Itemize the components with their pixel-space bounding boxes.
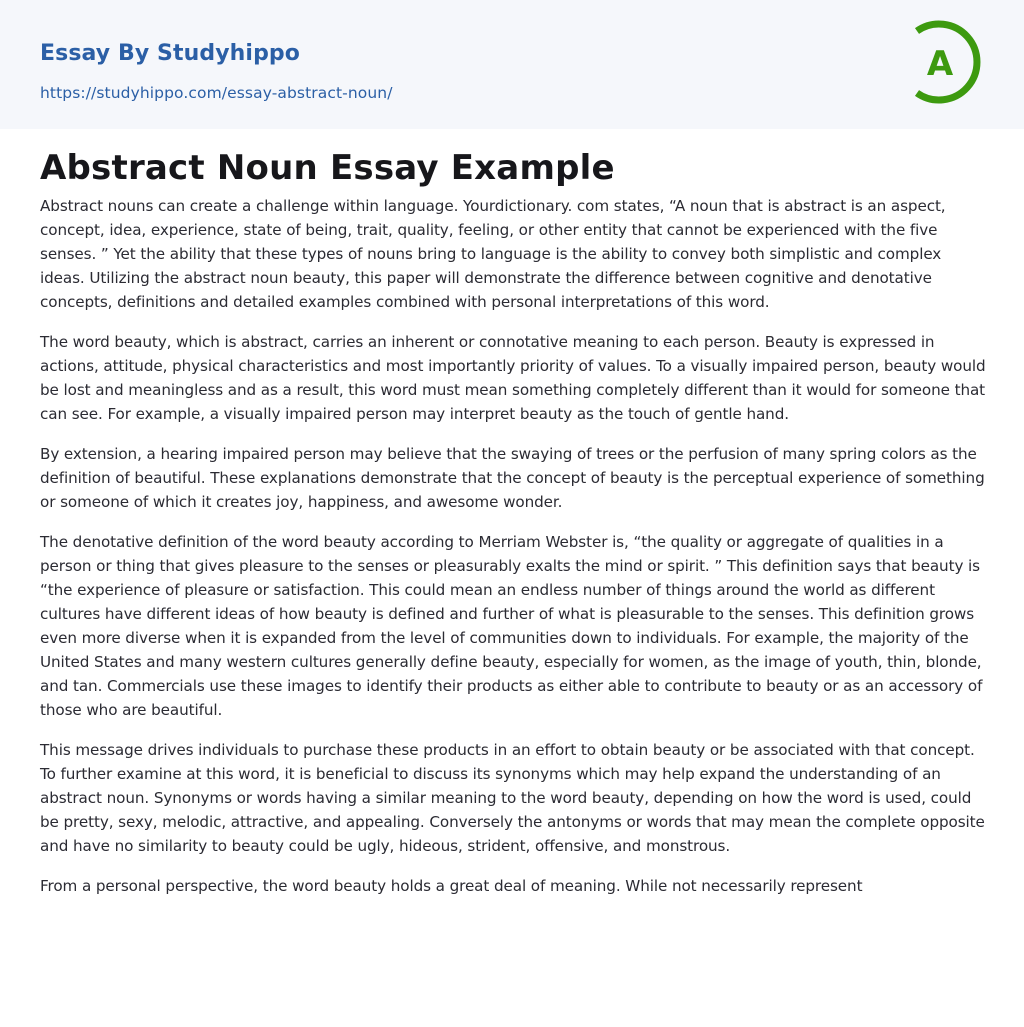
essay-url-link[interactable]: https://studyhippo.com/essay-abstract-noun/: [40, 84, 393, 102]
essay-paragraph: The word beauty, which is abstract, carries an inherent or connotative meaning to each person. Beauty is expressed in actions, attitude, physical characteristics and most importantly priority of values. To a visually impaired person, beauty would be lost and meaningless and as a result, this word must mean something completely different than it would for someone that can see. For example, a visually impaired person may interpret beauty as the touch of gentle hand.: [40, 333, 986, 423]
essay-paragraph: Abstract nouns can create a challenge within language. Yourdictionary. com states, “A noun that is abstract is an aspect, concept, idea, experience, state of being, trait, quality, feeling, or other entity that cannot be experienced with the five senses. ” Yet the ability that these types of nouns bring to language is the ability to convey both simplistic and complex ideas. Utilizing the abstract noun beauty, this paper will demonstrate the difference between cognitive and denotative concepts, definitions and detailed examples combined with personal interpretations of this word.: [40, 197, 946, 311]
logo-letter: A: [926, 44, 954, 84]
essay-paragraph: The denotative definition of the word beauty according to Merriam Webster is, “the quality or aggregate of qualities in a person or thing that gives pleasure to the senses or pleasurably exalts the mind or spirit. ” This definition says that beauty is “the experience of pleasure or satisfaction. This could mean an endless number of things around the world as different cultures have different ideas of how beauty is defined and further of what is pleasurable to the senses. This definition grows even more diverse when it is expanded from the level of communities down to individuals. For example, the majority of the United States and many western cultures generally define beauty, especially for women, as the image of youth, thin, blonde, and tan. Commercials use these images to identify their products as either able to contribute to beauty or as an accessory of those who are beautiful.: [40, 533, 983, 719]
brand-title: Essay By Studyhippo: [40, 41, 300, 66]
essay-paragraph: From a personal perspective, the word beauty holds a great deal of meaning. While not necessarily represent: [40, 877, 863, 895]
essay-body: [40, 194, 988, 914]
studyhippo-logo-icon[interactable]: [912, 19, 988, 105]
essay-paragraph: This message drives individuals to purchase these products in an effort to obtain beauty or be associated with that concept. To further examine at this word, it is beneficial to discuss its synonyms which may help expand the understanding of an abstract noun. Synonyms or words having a similar meaning to the word beauty, depending on how the word is used, could be pretty, sexy, melodic, attractive, and appealing. Conversely the antonyms or words that may mean the complete opposite and have no similarity to beauty could be ugly, hideous, strident, offensive, and monstrous.: [40, 741, 985, 855]
essay-paragraph: By extension, a hearing impaired person may believe that the swaying of trees or the perfusion of many spring colors as the definition of beautiful. These explanations demonstrate that the concept of beauty is the perceptual experience of something or someone of which it creates joy, happiness, and awesome wonder.: [40, 445, 985, 511]
page-title: Abstract Noun Essay Example: [40, 148, 615, 188]
